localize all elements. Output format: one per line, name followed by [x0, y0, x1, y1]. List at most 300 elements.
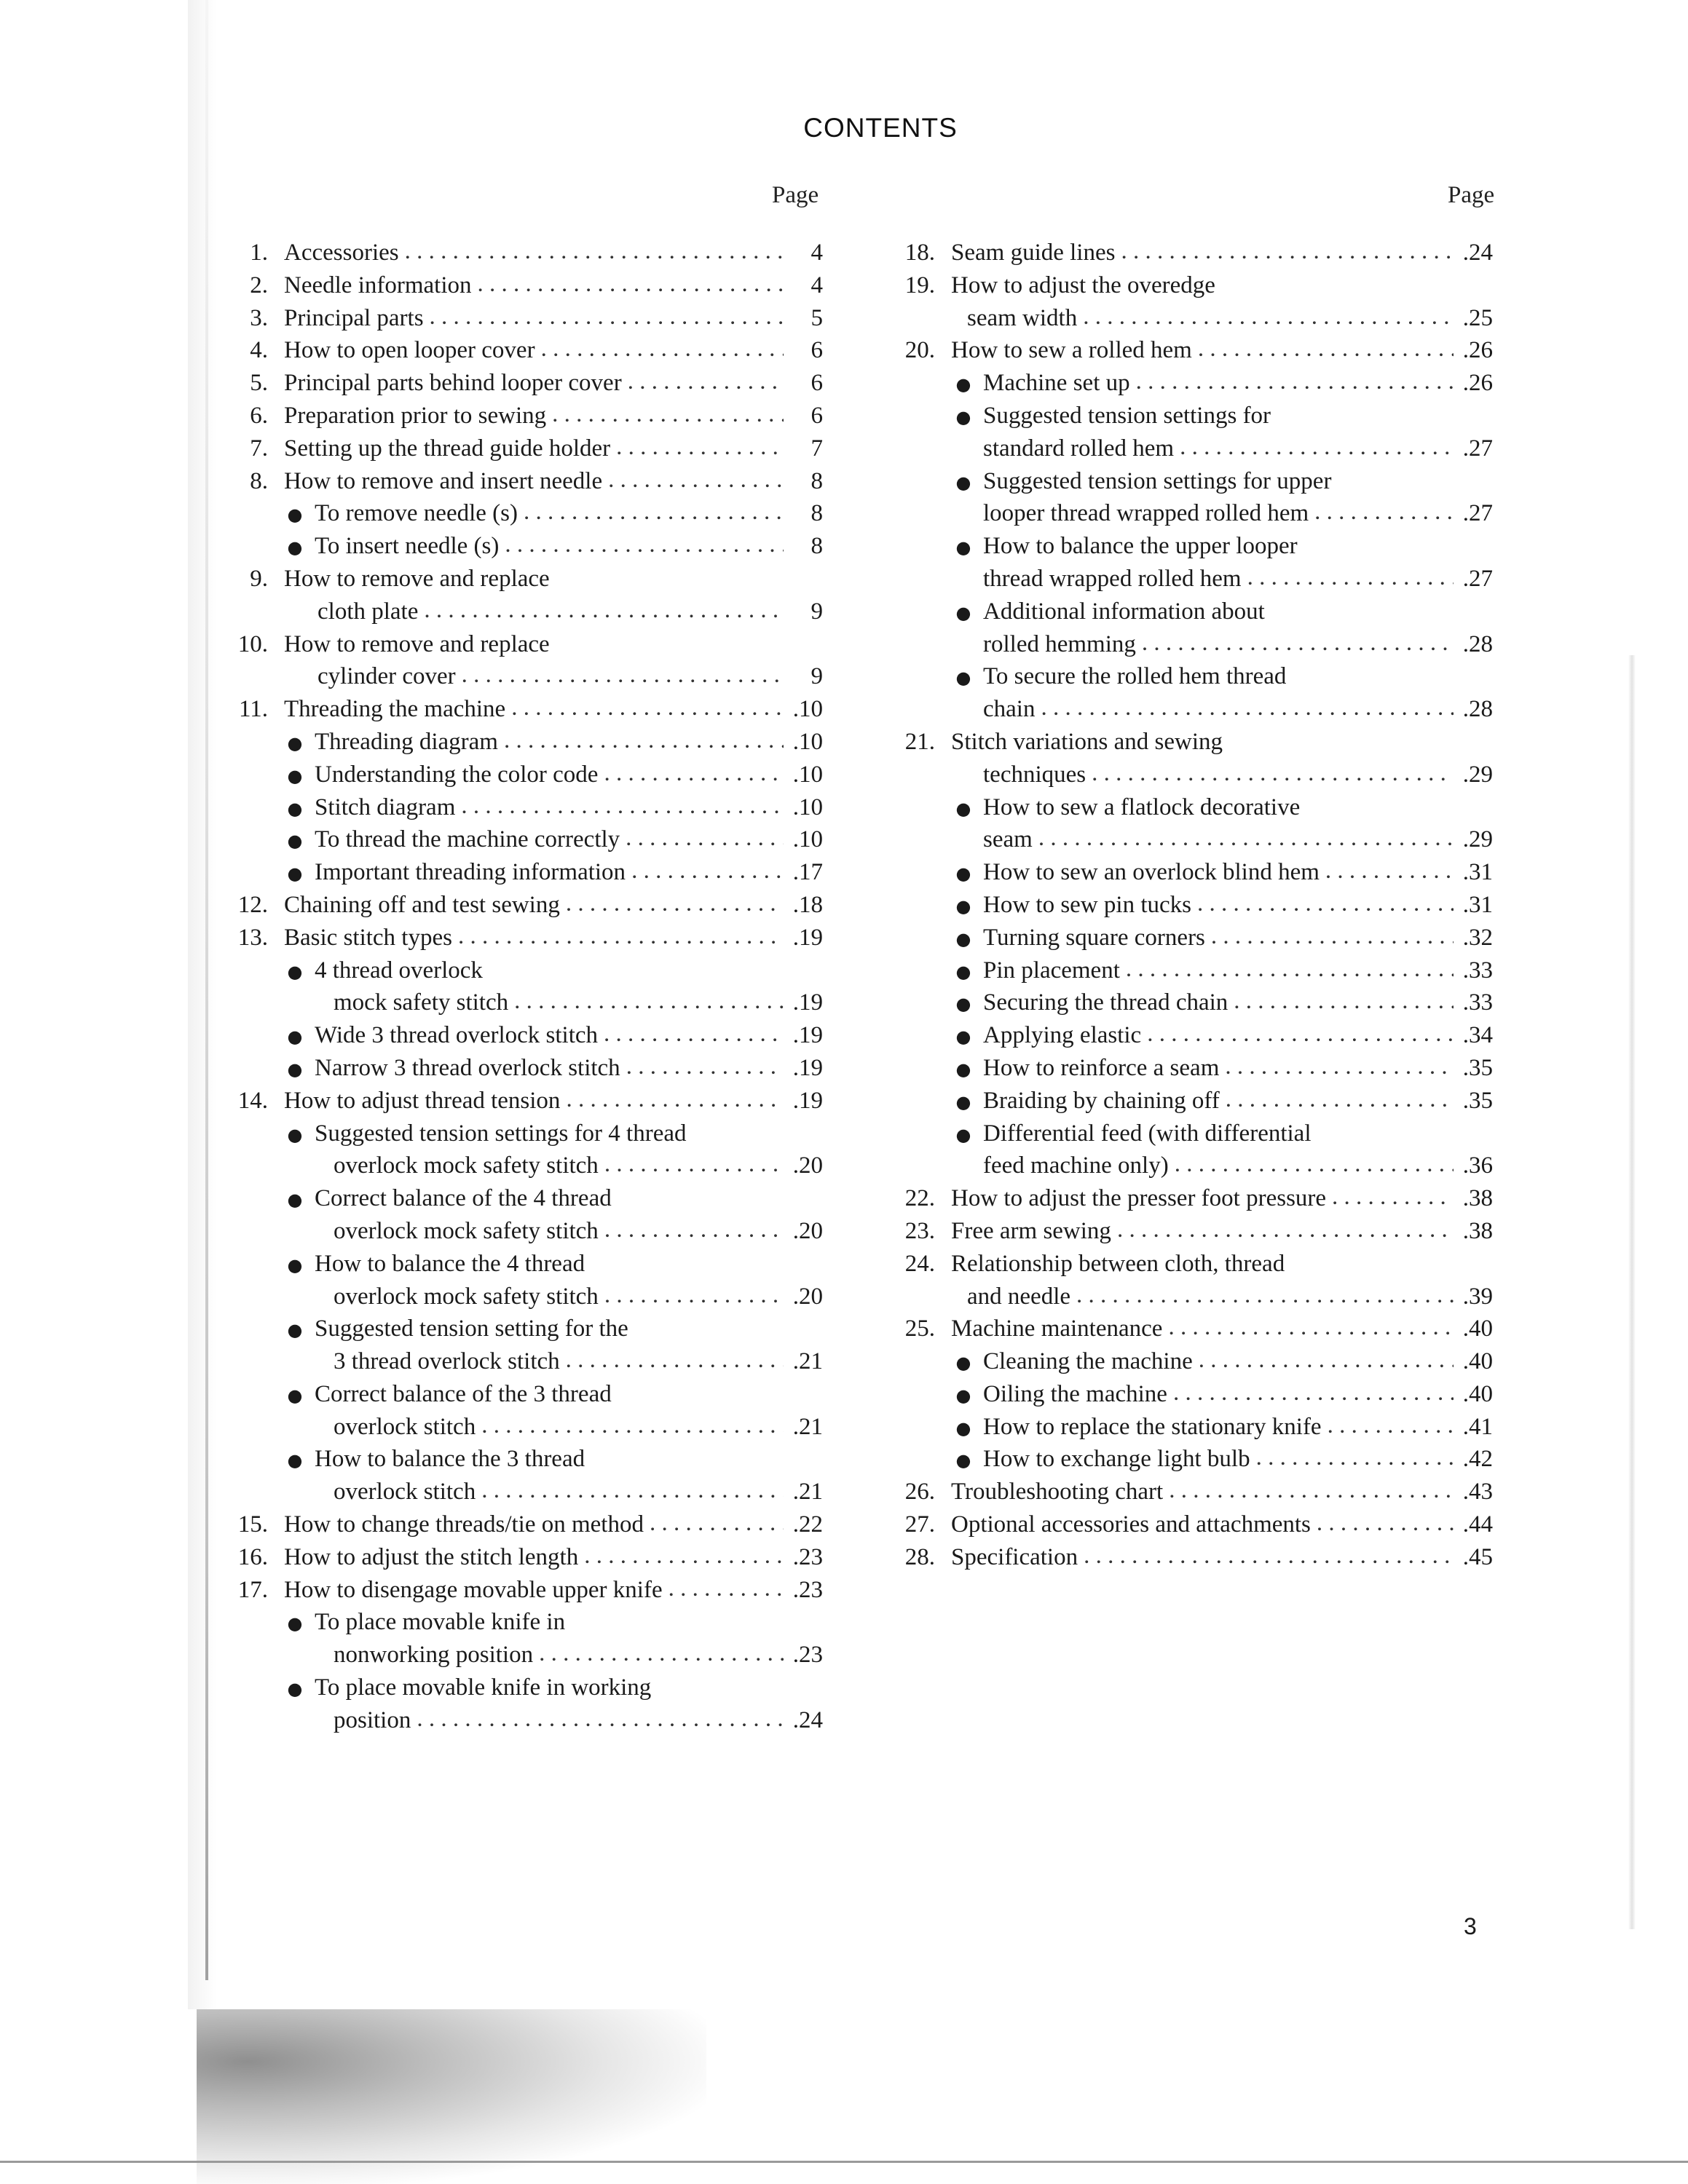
toc-entry [211, 922, 823, 954]
entry-number: 3. [250, 304, 268, 331]
entry-text: thread wrapped rolled hem [983, 565, 1242, 592]
bullet-icon: ● [955, 1059, 971, 1080]
bullet-icon: ● [955, 961, 971, 982]
entry-number: 26. [904, 1479, 935, 1506]
entry-text: Suggested tension settings for 4 thread [315, 1120, 687, 1147]
dot-leader [1038, 822, 1454, 855]
toc-entry [883, 596, 1493, 628]
entry-page: .40 [1462, 1315, 1493, 1342]
toc-entry [883, 1281, 1493, 1313]
entry-page: .43 [1462, 1479, 1493, 1506]
bullet-icon: ● [287, 1124, 303, 1145]
bullet-icon: ● [955, 1026, 971, 1048]
dot-leader [1180, 431, 1454, 464]
entry-page: .19 [792, 1022, 823, 1049]
entry-text: 4 thread overlock [315, 957, 483, 984]
dot-leader [1197, 887, 1454, 920]
entry-page: .27 [1462, 435, 1493, 462]
toc-entry [211, 1476, 823, 1508]
page-column-header-right: Page [1448, 182, 1495, 208]
dot-leader [1332, 1181, 1454, 1214]
entry-page: .32 [1462, 924, 1493, 951]
scan-bottom-line [0, 2161, 1688, 2163]
entry-page: .23 [792, 1543, 823, 1570]
toc-entry [211, 954, 823, 987]
toc-entry [883, 1378, 1493, 1411]
dot-leader [1328, 1409, 1454, 1442]
bullet-icon: ● [955, 994, 971, 1015]
toc-entry [211, 1248, 823, 1281]
entry-page: 6 [811, 337, 823, 364]
toc-entry [211, 1052, 823, 1085]
entry-page: .34 [1462, 1022, 1493, 1049]
toc-entry [211, 856, 823, 889]
toc-entry [883, 1443, 1493, 1476]
bullet-icon: ● [955, 374, 971, 395]
entry-text: How to sew an overlock blind hem [983, 859, 1320, 886]
toc-entry [211, 1574, 823, 1607]
toc-entry [211, 628, 823, 661]
entry-page: .35 [1462, 1054, 1493, 1081]
toc-entry [883, 432, 1493, 465]
entry-page: 8 [811, 500, 823, 527]
dot-leader [608, 464, 784, 496]
dot-leader [1136, 365, 1454, 398]
entry-text: Narrow 3 thread overlock stitch [315, 1054, 620, 1081]
dot-leader [1126, 953, 1454, 986]
dot-leader [626, 822, 784, 855]
entry-text: Troubleshooting chart [951, 1479, 1164, 1506]
toc-entry [883, 986, 1493, 1019]
dot-leader [1142, 627, 1454, 660]
bullet-icon: ● [287, 1059, 303, 1080]
entry-number: 19. [904, 272, 935, 298]
toc-entry [211, 530, 823, 563]
toc-entry [211, 302, 823, 335]
dot-leader [650, 1507, 784, 1540]
entry-number: 22. [904, 1185, 935, 1212]
toc-entry [211, 1378, 823, 1411]
entry-page: .45 [1462, 1543, 1493, 1570]
bullet-icon: ● [955, 1417, 971, 1439]
entry-page: .20 [792, 1217, 823, 1244]
toc-entry [883, 1052, 1493, 1085]
entry-page: .31 [1462, 859, 1493, 886]
toc-entry [883, 1508, 1493, 1541]
entry-number: 21. [904, 728, 935, 755]
entry-page: .27 [1462, 565, 1493, 592]
entry-page: .19 [792, 924, 823, 951]
entry-page: .17 [792, 859, 823, 886]
bullet-icon: ● [287, 1450, 303, 1471]
dot-leader [514, 985, 784, 1018]
entry-page: 8 [811, 467, 823, 494]
entry-text: Stitch variations and sewing [951, 728, 1223, 755]
dot-leader [1198, 333, 1454, 365]
toc-entry [883, 726, 1493, 759]
toc-entry [883, 856, 1493, 889]
entry-page: .18 [792, 891, 823, 918]
entry-text: Wide 3 thread overlock stitch [315, 1022, 599, 1049]
dot-leader [417, 1703, 784, 1736]
toc-entry [211, 432, 823, 465]
bullet-icon: ● [955, 1450, 971, 1471]
entry-number: 1. [250, 240, 268, 266]
entry-page: .44 [1462, 1511, 1493, 1538]
toc-entry [883, 1541, 1493, 1574]
entry-page: .21 [792, 1348, 823, 1375]
entry-text: How to adjust the overedge [951, 272, 1215, 298]
toc-entry [211, 1150, 823, 1182]
dot-leader [511, 692, 784, 724]
entry-text: rolled hemming [983, 630, 1136, 657]
entry-text: To place movable knife in [315, 1609, 566, 1636]
toc-entry [211, 1281, 823, 1313]
entry-page: .22 [792, 1511, 823, 1538]
entry-text: Suggested tension settings for [983, 402, 1271, 429]
entry-text: cylinder cover [318, 663, 456, 690]
entry-text: Important threading information [315, 859, 626, 886]
entry-number: 11. [238, 696, 268, 723]
entry-page: .10 [792, 794, 823, 820]
toc-entry [883, 628, 1493, 661]
dot-leader [461, 790, 784, 823]
entry-text: How to change threads/tie on method [284, 1511, 644, 1538]
toc-entry [883, 1345, 1493, 1378]
entry-number: 10. [237, 630, 268, 657]
dot-leader [1147, 1018, 1454, 1051]
bullet-icon: ● [287, 732, 303, 753]
dot-leader [1226, 1083, 1454, 1116]
toc-entry [883, 823, 1493, 856]
entry-number: 7. [250, 435, 268, 462]
entry-text: Optional accessories and attachments [951, 1511, 1311, 1538]
entry-page: .28 [1462, 630, 1493, 657]
entry-page: 6 [811, 370, 823, 397]
toc-entry [211, 1704, 823, 1737]
toc-entry [883, 1248, 1493, 1281]
dot-leader [1169, 1474, 1454, 1507]
entry-text: Free arm sewing [951, 1217, 1111, 1244]
scan-corner-shadow [197, 2009, 706, 2184]
entry-number: 17. [237, 1576, 268, 1603]
entry-number: 18. [904, 240, 935, 266]
entry-page: .21 [792, 1413, 823, 1440]
entry-text: Pin placement [983, 957, 1120, 984]
scan-edge-line [205, 0, 208, 1980]
entry-text: overlock mock safety stitch [334, 1283, 599, 1310]
dot-leader [1121, 235, 1454, 268]
dot-leader [1314, 496, 1454, 529]
entry-page: 8 [811, 533, 823, 560]
toc-entry [211, 823, 823, 856]
entry-text: Needle information [284, 272, 472, 298]
entry-text: How to disengage movable upper knife [284, 1576, 663, 1603]
toc-entry [211, 693, 823, 726]
toc-entry [883, 269, 1493, 302]
entry-text: How to remove and insert needle [284, 467, 603, 494]
entry-text: seam width [967, 304, 1078, 331]
entry-text: Machine maintenance [951, 1315, 1163, 1342]
dot-leader [616, 431, 784, 464]
entry-text: How to balance the 3 thread [315, 1446, 585, 1473]
toc-entry [883, 1182, 1493, 1215]
toc-entry [211, 1541, 823, 1574]
dot-leader [524, 496, 784, 529]
bullet-icon: ● [287, 1026, 303, 1048]
entry-text: Preparation prior to sewing [284, 402, 547, 429]
dot-leader [604, 1214, 784, 1246]
bullet-icon: ● [287, 537, 303, 558]
dot-leader [604, 1148, 784, 1181]
entry-page: 9 [811, 598, 823, 625]
entry-text: Suggested tension settings for upper [983, 467, 1332, 494]
entry-number: 6. [250, 402, 268, 429]
dot-leader [1199, 1344, 1454, 1377]
entry-number: 16. [237, 1543, 268, 1570]
page-number: 3 [1464, 1913, 1477, 1939]
toc-entry [211, 1345, 823, 1378]
dot-leader [626, 1051, 784, 1083]
toc-entry [883, 497, 1493, 530]
entry-text: How to remove and replace [284, 630, 550, 657]
bullet-icon: ● [955, 928, 971, 949]
toc-entry [883, 791, 1493, 824]
bullet-icon: ● [287, 1254, 303, 1275]
entry-text: To insert needle (s) [315, 533, 500, 560]
entry-text: Suggested tension setting for the [315, 1315, 628, 1342]
dot-leader [539, 1637, 784, 1670]
bullet-icon: ● [287, 1679, 303, 1700]
bullet-icon: ● [955, 1353, 971, 1374]
dot-leader [552, 398, 784, 431]
toc-entry [883, 1150, 1493, 1182]
toc-entry [883, 922, 1493, 954]
bullet-icon: ● [955, 1124, 971, 1145]
bullet-icon: ● [955, 537, 971, 558]
toc-entry [883, 660, 1493, 693]
bullet-icon: ● [287, 831, 303, 852]
toc-entry [883, 237, 1493, 269]
entry-page: .33 [1462, 957, 1493, 984]
entry-text: How to balance the upper looper [983, 533, 1298, 560]
dot-leader [458, 920, 784, 953]
entry-text: Applying elastic [983, 1022, 1142, 1049]
dot-leader [1092, 757, 1454, 790]
entry-text: and needle [967, 1283, 1071, 1310]
entry-text: Relationship between cloth, thread [951, 1250, 1285, 1277]
entry-text: Correct balance of the 3 thread [315, 1380, 612, 1407]
entry-page: .25 [1462, 304, 1493, 331]
page-column-header-left: Page [772, 182, 819, 208]
entry-page: 7 [811, 435, 823, 462]
bullet-icon: ● [287, 961, 303, 982]
entry-text: Chaining off and test sewing [284, 891, 560, 918]
dot-leader [462, 659, 784, 692]
toc-entry [211, 889, 823, 922]
entry-text: overlock mock safety stitch [334, 1217, 599, 1244]
entry-text: Stitch diagram [315, 794, 456, 820]
dot-leader [1076, 1279, 1454, 1312]
entry-text: looper thread wrapped rolled hem [983, 500, 1309, 527]
dot-leader [566, 887, 784, 920]
toc-entry [211, 1182, 823, 1215]
entry-page: 5 [811, 304, 823, 331]
entry-page: .40 [1462, 1380, 1493, 1407]
dot-leader [481, 1409, 784, 1442]
entry-page: .26 [1462, 337, 1493, 364]
entry-number: 24. [904, 1250, 935, 1277]
entry-text: seam [983, 826, 1033, 853]
entry-page: .19 [792, 989, 823, 1016]
entry-page: .10 [792, 728, 823, 755]
entry-page: .21 [792, 1479, 823, 1506]
entry-text: feed machine only) [983, 1152, 1169, 1179]
entry-text: To place movable knife in working [315, 1674, 652, 1701]
bullet-icon: ● [287, 863, 303, 885]
entry-page: .36 [1462, 1152, 1493, 1179]
entry-text: chain [983, 696, 1036, 723]
toc-entry [883, 302, 1493, 335]
dot-leader [424, 594, 784, 627]
entry-page: .20 [792, 1283, 823, 1310]
entry-page: .24 [792, 1706, 823, 1733]
entry-page: .26 [1462, 370, 1493, 397]
entry-text: Differential feed (with differential [983, 1120, 1312, 1147]
toc-entry [211, 237, 823, 269]
entry-text: Accessories [284, 240, 399, 266]
entry-text: Securing the thread chain [983, 989, 1228, 1016]
entry-page: .20 [792, 1152, 823, 1179]
dot-leader [1084, 1540, 1454, 1572]
bullet-icon: ● [287, 505, 303, 526]
bullet-icon: ● [287, 1320, 303, 1341]
bullet-icon: ● [287, 1385, 303, 1406]
entry-number: 4. [250, 337, 268, 364]
bullet-icon: ● [287, 1190, 303, 1211]
entry-text: How to adjust thread tension [284, 1087, 561, 1114]
bullet-icon: ● [955, 1385, 971, 1406]
entry-text: Setting up the thread guide holder [284, 435, 611, 462]
entry-page: .23 [792, 1642, 823, 1669]
toc-entry [883, 759, 1493, 791]
entry-text: Turning square corners [983, 924, 1205, 951]
entry-text: Understanding the color code [315, 761, 599, 788]
entry-text: mock safety stitch [334, 989, 509, 1016]
bullet-icon: ● [955, 668, 971, 689]
entry-text: How to sew a rolled hem [951, 337, 1192, 364]
bullet-icon: ● [287, 765, 303, 786]
entry-number: 28. [904, 1543, 935, 1570]
page-title: CONTENTS [803, 113, 958, 143]
entry-text: How to adjust the stitch length [284, 1543, 579, 1570]
entry-text: How to exchange light bulb [983, 1446, 1250, 1473]
entry-page: .10 [792, 761, 823, 788]
entry-text: overlock stitch [334, 1413, 476, 1440]
dot-leader [1325, 855, 1454, 887]
dot-leader [505, 529, 784, 561]
dot-leader [1317, 1507, 1454, 1540]
bullet-icon: ● [955, 1091, 971, 1112]
entry-page: .38 [1462, 1185, 1493, 1212]
entry-text: standard rolled hem [983, 435, 1175, 462]
entry-number: 13. [237, 924, 268, 951]
dot-leader [1175, 1148, 1454, 1181]
entry-page: .31 [1462, 891, 1493, 918]
entry-page: .23 [792, 1576, 823, 1603]
entry-number: 20. [904, 337, 935, 364]
bullet-icon: ● [955, 863, 971, 885]
toc-column-right [883, 237, 1493, 1574]
entry-page: .40 [1462, 1348, 1493, 1375]
toc-entry [211, 1085, 823, 1117]
dot-leader [604, 1018, 784, 1051]
entry-page: .38 [1462, 1217, 1493, 1244]
toc-entry [211, 1313, 823, 1345]
dot-leader [430, 301, 784, 333]
entry-text: Threading the machine [284, 696, 506, 723]
entry-page: .10 [792, 696, 823, 723]
toc-entry [211, 726, 823, 759]
toc-entry [883, 400, 1493, 432]
entry-page: 6 [811, 402, 823, 429]
entry-text: techniques [983, 761, 1086, 788]
dot-leader [628, 365, 784, 398]
entry-text: Specification [951, 1543, 1078, 1570]
toc-column-left [211, 237, 823, 1737]
entry-page: 9 [811, 663, 823, 690]
toc-entry [211, 334, 823, 367]
entry-text: 3 thread overlock stitch [334, 1348, 560, 1375]
toc-entry [211, 1671, 823, 1704]
toc-entry [211, 759, 823, 791]
toc-entry [883, 334, 1493, 367]
entry-number: 25. [904, 1315, 935, 1342]
entry-text: How to replace the stationary knife [983, 1413, 1322, 1440]
dot-leader [1211, 920, 1454, 953]
toc-entry [211, 596, 823, 628]
dot-leader [1234, 985, 1454, 1018]
toc-entry [211, 660, 823, 693]
entry-page: .33 [1462, 989, 1493, 1016]
entry-page: .27 [1462, 500, 1493, 527]
toc-entry [883, 1411, 1493, 1444]
entry-text: Braiding by chaining off [983, 1087, 1220, 1114]
entry-text: To thread the machine correctly [315, 826, 620, 853]
bullet-icon: ● [955, 406, 971, 427]
entry-page: .19 [792, 1054, 823, 1081]
bullet-icon: ● [287, 1613, 303, 1634]
entry-page: .28 [1462, 696, 1493, 723]
toc-entry [883, 465, 1493, 498]
dot-leader [669, 1572, 784, 1605]
entry-text: Threading diagram [315, 728, 498, 755]
entry-page: .29 [1462, 826, 1493, 853]
entry-number: 23. [904, 1217, 935, 1244]
entry-number: 12. [237, 891, 268, 918]
entry-text: How to remove and replace [284, 565, 550, 592]
dot-leader [481, 1474, 784, 1507]
dot-leader [1173, 1377, 1454, 1409]
dot-leader [584, 1540, 784, 1572]
toc-entry [883, 1313, 1493, 1345]
dot-leader [478, 268, 784, 301]
toc-entry [211, 1411, 823, 1444]
entry-text: Cleaning the machine [983, 1348, 1193, 1375]
entry-page: .29 [1462, 761, 1493, 788]
toc-entry [211, 1443, 823, 1476]
entry-page: .41 [1462, 1413, 1493, 1440]
